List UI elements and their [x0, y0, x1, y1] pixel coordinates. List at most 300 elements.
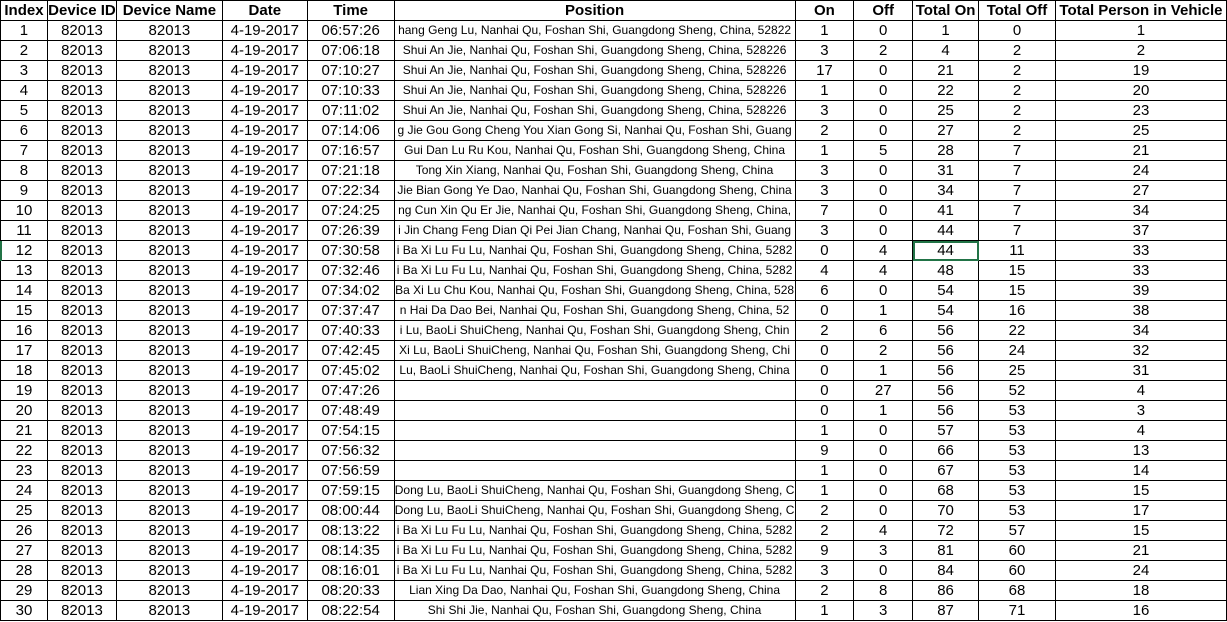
cell-total-person[interactable]: 20	[1055, 81, 1226, 101]
cell-time[interactable]: 07:10:27	[307, 61, 394, 81]
cell-total-person[interactable]: 4	[1055, 381, 1226, 401]
cell-on[interactable]: 6	[795, 281, 854, 301]
cell-index[interactable]: 27	[1, 541, 48, 561]
cell-total-person[interactable]: 14	[1055, 461, 1226, 481]
cell-time[interactable]: 07:16:57	[307, 141, 394, 161]
cell-device-id[interactable]: 82013	[47, 421, 116, 441]
cell-off[interactable]: 0	[854, 421, 913, 441]
cell-device-id[interactable]: 82013	[47, 101, 116, 121]
cell-date[interactable]: 4-19-2017	[222, 581, 307, 601]
cell-off[interactable]: 0	[854, 121, 913, 141]
cell-position[interactable]: i Ba Xi Lu Fu Lu, Nanhai Qu, Foshan Shi, Guangdong Sheng, China, 5282	[394, 541, 795, 561]
cell-total-on[interactable]: 81	[913, 541, 979, 561]
cell-time[interactable]: 08:16:01	[307, 561, 394, 581]
cell-off[interactable]: 2	[854, 341, 913, 361]
cell-time[interactable]: 07:30:58	[307, 241, 394, 261]
cell-device-name[interactable]: 82013	[116, 321, 222, 341]
cell-total-on[interactable]: 66	[913, 441, 979, 461]
cell-device-name[interactable]: 82013	[116, 461, 222, 481]
cell-total-on[interactable]: 56	[913, 341, 979, 361]
cell-total-person[interactable]: 37	[1055, 221, 1226, 241]
header-index[interactable]: Index	[1, 1, 48, 21]
cell-total-on[interactable]: 56	[913, 361, 979, 381]
cell-device-id[interactable]: 82013	[47, 121, 116, 141]
cell-off[interactable]: 0	[854, 101, 913, 121]
cell-device-id[interactable]: 82013	[47, 301, 116, 321]
cell-device-name[interactable]: 82013	[116, 121, 222, 141]
cell-date[interactable]: 4-19-2017	[222, 301, 307, 321]
cell-index[interactable]: 2	[1, 41, 48, 61]
cell-device-id[interactable]: 82013	[47, 401, 116, 421]
cell-device-name[interactable]: 82013	[116, 401, 222, 421]
cell-date[interactable]: 4-19-2017	[222, 441, 307, 461]
cell-total-off[interactable]: 7	[979, 201, 1056, 221]
cell-device-name[interactable]: 82013	[116, 601, 222, 621]
header-total-person[interactable]: Total Person in Vehicle	[1055, 1, 1226, 21]
cell-device-id[interactable]: 82013	[47, 521, 116, 541]
cell-on[interactable]: 0	[795, 241, 854, 261]
cell-device-id[interactable]: 82013	[47, 321, 116, 341]
cell-index[interactable]: 29	[1, 581, 48, 601]
cell-total-on[interactable]: 67	[913, 461, 979, 481]
cell-position[interactable]: i Lu, BaoLi ShuiCheng, Nanhai Qu, Foshan Shi, Guangdong Sheng, Chin	[394, 321, 795, 341]
cell-total-off[interactable]: 16	[979, 301, 1056, 321]
cell-device-name[interactable]: 82013	[116, 521, 222, 541]
cell-index[interactable]: 14	[1, 281, 48, 301]
cell-on[interactable]: 0	[795, 301, 854, 321]
cell-device-name[interactable]: 82013	[116, 341, 222, 361]
cell-device-name[interactable]: 82013	[116, 201, 222, 221]
cell-position[interactable]: Jie Bian Gong Ye Dao, Nanhai Qu, Foshan Shi, Guangdong Sheng, China	[394, 181, 795, 201]
cell-time[interactable]: 08:00:44	[307, 501, 394, 521]
cell-device-id[interactable]: 82013	[47, 501, 116, 521]
cell-on[interactable]: 2	[795, 321, 854, 341]
cell-position[interactable]: Dong Lu, BaoLi ShuiCheng, Nanhai Qu, Foshan Shi, Guangdong Sheng, C	[394, 501, 795, 521]
cell-total-off[interactable]: 2	[979, 81, 1056, 101]
cell-position[interactable]: n Hai Da Dao Bei, Nanhai Qu, Foshan Shi, Guangdong Sheng, China, 52	[394, 301, 795, 321]
cell-date[interactable]: 4-19-2017	[222, 141, 307, 161]
cell-total-person[interactable]: 32	[1055, 341, 1226, 361]
cell-off[interactable]: 0	[854, 201, 913, 221]
cell-off[interactable]: 4	[854, 261, 913, 281]
cell-position[interactable]: Shui An Jie, Nanhai Qu, Foshan Shi, Guangdong Sheng, China, 528226	[394, 41, 795, 61]
header-on[interactable]: On	[795, 1, 854, 21]
cell-date[interactable]: 4-19-2017	[222, 521, 307, 541]
cell-position[interactable]: Lian Xing Da Dao, Nanhai Qu, Foshan Shi, Guangdong Sheng, China	[394, 581, 795, 601]
cell-off[interactable]: 1	[854, 361, 913, 381]
cell-off[interactable]: 27	[854, 381, 913, 401]
cell-total-person[interactable]: 15	[1055, 521, 1226, 541]
cell-off[interactable]: 0	[854, 161, 913, 181]
cell-total-off[interactable]: 2	[979, 101, 1056, 121]
cell-total-on[interactable]: 1	[913, 21, 979, 41]
cell-total-person[interactable]: 2	[1055, 41, 1226, 61]
cell-total-off[interactable]: 2	[979, 41, 1056, 61]
cell-time[interactable]: 08:22:54	[307, 601, 394, 621]
cell-time[interactable]: 07:47:26	[307, 381, 394, 401]
cell-total-on[interactable]: 31	[913, 161, 979, 181]
cell-total-off[interactable]: 71	[979, 601, 1056, 621]
cell-time[interactable]: 07:56:32	[307, 441, 394, 461]
cell-device-id[interactable]: 82013	[47, 361, 116, 381]
cell-position[interactable]: i Ba Xi Lu Fu Lu, Nanhai Qu, Foshan Shi, Guangdong Sheng, China, 5282	[394, 561, 795, 581]
cell-on[interactable]: 17	[795, 61, 854, 81]
cell-time[interactable]: 07:14:06	[307, 121, 394, 141]
cell-total-off[interactable]: 7	[979, 141, 1056, 161]
cell-device-name[interactable]: 82013	[116, 61, 222, 81]
cell-on[interactable]: 1	[795, 601, 854, 621]
cell-date[interactable]: 4-19-2017	[222, 561, 307, 581]
cell-on[interactable]: 3	[795, 41, 854, 61]
cell-off[interactable]: 1	[854, 301, 913, 321]
header-position[interactable]: Position	[394, 1, 795, 21]
cell-index[interactable]: 19	[1, 381, 48, 401]
cell-total-person[interactable]: 4	[1055, 421, 1226, 441]
cell-total-on[interactable]: 56	[913, 401, 979, 421]
cell-date[interactable]: 4-19-2017	[222, 121, 307, 141]
cell-position[interactable]: Xi Lu, BaoLi ShuiCheng, Nanhai Qu, Foshan Shi, Guangdong Sheng, Chi	[394, 341, 795, 361]
cell-on[interactable]: 1	[795, 421, 854, 441]
cell-position[interactable]	[394, 381, 795, 401]
cell-index[interactable]: 26	[1, 521, 48, 541]
cell-total-on[interactable]: 25	[913, 101, 979, 121]
cell-total-off[interactable]: 53	[979, 481, 1056, 501]
cell-date[interactable]: 4-19-2017	[222, 381, 307, 401]
cell-index[interactable]: 18	[1, 361, 48, 381]
cell-total-on[interactable]: 41	[913, 201, 979, 221]
cell-time[interactable]: 07:37:47	[307, 301, 394, 321]
cell-device-name[interactable]: 82013	[116, 241, 222, 261]
cell-device-id[interactable]: 82013	[47, 261, 116, 281]
cell-index[interactable]: 11	[1, 221, 48, 241]
cell-total-person[interactable]: 1	[1055, 21, 1226, 41]
cell-device-id[interactable]: 82013	[47, 141, 116, 161]
cell-date[interactable]: 4-19-2017	[222, 161, 307, 181]
cell-time[interactable]: 06:57:26	[307, 21, 394, 41]
cell-position[interactable]	[394, 421, 795, 441]
cell-time[interactable]: 07:22:34	[307, 181, 394, 201]
cell-on[interactable]: 0	[795, 381, 854, 401]
cell-time[interactable]: 08:14:35	[307, 541, 394, 561]
header-device-name[interactable]: Device Name	[116, 1, 222, 21]
cell-total-person[interactable]: 13	[1055, 441, 1226, 461]
cell-index[interactable]: 4	[1, 81, 48, 101]
cell-position[interactable]	[394, 401, 795, 421]
cell-time[interactable]: 07:26:39	[307, 221, 394, 241]
cell-position[interactable]: Shui An Jie, Nanhai Qu, Foshan Shi, Guangdong Sheng, China, 528226	[394, 101, 795, 121]
cell-index[interactable]: 3	[1, 61, 48, 81]
cell-time[interactable]: 07:56:59	[307, 461, 394, 481]
cell-device-name[interactable]: 82013	[116, 181, 222, 201]
cell-device-name[interactable]: 82013	[116, 301, 222, 321]
cell-on[interactable]: 0	[795, 401, 854, 421]
cell-total-on[interactable]: 54	[913, 301, 979, 321]
cell-time[interactable]: 07:32:46	[307, 261, 394, 281]
cell-device-name[interactable]: 82013	[116, 21, 222, 41]
cell-off[interactable]: 0	[854, 441, 913, 461]
cell-off[interactable]: 3	[854, 541, 913, 561]
cell-total-on[interactable]: 86	[913, 581, 979, 601]
cell-off[interactable]: 8	[854, 581, 913, 601]
cell-position[interactable]	[394, 441, 795, 461]
cell-total-off[interactable]: 60	[979, 541, 1056, 561]
cell-position[interactable]: ng Cun Xin Qu Er Jie, Nanhai Qu, Foshan Shi, Guangdong Sheng, China,	[394, 201, 795, 221]
cell-total-on[interactable]: 72	[913, 521, 979, 541]
cell-device-id[interactable]: 82013	[47, 561, 116, 581]
cell-total-off[interactable]: 60	[979, 561, 1056, 581]
cell-device-name[interactable]: 82013	[116, 561, 222, 581]
cell-total-person[interactable]: 39	[1055, 281, 1226, 301]
cell-total-on-selected[interactable]: 44	[913, 241, 979, 261]
cell-on[interactable]: 2	[795, 581, 854, 601]
cell-index[interactable]: 8	[1, 161, 48, 181]
cell-total-person[interactable]: 23	[1055, 101, 1226, 121]
cell-device-id[interactable]: 82013	[47, 201, 116, 221]
cell-total-off[interactable]: 0	[979, 21, 1056, 41]
cell-total-person[interactable]: 24	[1055, 561, 1226, 581]
cell-on[interactable]: 1	[795, 21, 854, 41]
cell-date[interactable]: 4-19-2017	[222, 261, 307, 281]
cell-on[interactable]: 2	[795, 501, 854, 521]
cell-total-off[interactable]: 22	[979, 321, 1056, 341]
cell-time[interactable]: 07:40:33	[307, 321, 394, 341]
cell-time[interactable]: 08:13:22	[307, 521, 394, 541]
cell-device-id[interactable]: 82013	[47, 181, 116, 201]
cell-total-off[interactable]: 7	[979, 161, 1056, 181]
cell-date[interactable]: 4-19-2017	[222, 601, 307, 621]
cell-date[interactable]: 4-19-2017	[222, 461, 307, 481]
cell-time[interactable]: 07:34:02	[307, 281, 394, 301]
cell-on[interactable]: 0	[795, 341, 854, 361]
cell-device-name[interactable]: 82013	[116, 101, 222, 121]
cell-total-on[interactable]: 87	[913, 601, 979, 621]
cell-index[interactable]: 15	[1, 301, 48, 321]
cell-off[interactable]: 4	[854, 521, 913, 541]
cell-on[interactable]: 1	[795, 481, 854, 501]
cell-off[interactable]: 0	[854, 281, 913, 301]
cell-total-on[interactable]: 70	[913, 501, 979, 521]
cell-total-on[interactable]: 4	[913, 41, 979, 61]
cell-off[interactable]: 0	[854, 21, 913, 41]
cell-date[interactable]: 4-19-2017	[222, 341, 307, 361]
cell-index[interactable]: 28	[1, 561, 48, 581]
cell-device-id[interactable]: 82013	[47, 21, 116, 41]
cell-time[interactable]: 08:20:33	[307, 581, 394, 601]
cell-device-name[interactable]: 82013	[116, 81, 222, 101]
cell-position[interactable]: Tong Xin Xiang, Nanhai Qu, Foshan Shi, Guangdong Sheng, China	[394, 161, 795, 181]
cell-off[interactable]: 5	[854, 141, 913, 161]
cell-total-on[interactable]: 84	[913, 561, 979, 581]
cell-device-id[interactable]: 82013	[47, 221, 116, 241]
cell-device-id[interactable]: 82013	[47, 461, 116, 481]
cell-total-on[interactable]: 48	[913, 261, 979, 281]
cell-device-id[interactable]: 82013	[47, 41, 116, 61]
cell-total-on[interactable]: 22	[913, 81, 979, 101]
cell-total-on[interactable]: 27	[913, 121, 979, 141]
cell-total-person[interactable]: 3	[1055, 401, 1226, 421]
cell-on[interactable]: 2	[795, 121, 854, 141]
cell-device-name[interactable]: 82013	[116, 421, 222, 441]
cell-device-name[interactable]: 82013	[116, 381, 222, 401]
cell-total-person[interactable]: 34	[1055, 201, 1226, 221]
cell-time[interactable]: 07:06:18	[307, 41, 394, 61]
cell-index[interactable]: 13	[1, 261, 48, 281]
cell-device-name[interactable]: 82013	[116, 541, 222, 561]
cell-position[interactable]: hang Geng Lu, Nanhai Qu, Foshan Shi, Guangdong Sheng, China, 52822	[394, 21, 795, 41]
cell-date[interactable]: 4-19-2017	[222, 221, 307, 241]
cell-position[interactable]: Lu, BaoLi ShuiCheng, Nanhai Qu, Foshan Shi, Guangdong Sheng, China	[394, 361, 795, 381]
cell-total-person[interactable]: 25	[1055, 121, 1226, 141]
cell-position[interactable]: Dong Lu, BaoLi ShuiCheng, Nanhai Qu, Foshan Shi, Guangdong Sheng, C	[394, 481, 795, 501]
cell-total-off[interactable]: 68	[979, 581, 1056, 601]
header-total-on[interactable]: Total On	[913, 1, 979, 21]
cell-total-off[interactable]: 25	[979, 361, 1056, 381]
cell-device-id[interactable]: 82013	[47, 441, 116, 461]
cell-device-id[interactable]: 82013	[47, 161, 116, 181]
cell-index[interactable]: 24	[1, 481, 48, 501]
cell-total-on[interactable]: 57	[913, 421, 979, 441]
cell-date[interactable]: 4-19-2017	[222, 361, 307, 381]
cell-device-name[interactable]: 82013	[116, 161, 222, 181]
cell-device-id[interactable]: 82013	[47, 341, 116, 361]
cell-total-person[interactable]: 17	[1055, 501, 1226, 521]
cell-position[interactable]: i Jin Chang Feng Dian Qi Pei Jian Chang, Nanhai Qu, Foshan Shi, Guang	[394, 221, 795, 241]
cell-total-on[interactable]: 68	[913, 481, 979, 501]
cell-date[interactable]: 4-19-2017	[222, 181, 307, 201]
cell-device-id[interactable]: 82013	[47, 581, 116, 601]
cell-total-off[interactable]: 53	[979, 441, 1056, 461]
cell-total-off[interactable]: 7	[979, 221, 1056, 241]
cell-total-off[interactable]: 2	[979, 61, 1056, 81]
cell-total-off[interactable]: 15	[979, 281, 1056, 301]
cell-date[interactable]: 4-19-2017	[222, 501, 307, 521]
cell-index[interactable]: 1	[1, 21, 48, 41]
cell-off[interactable]: 0	[854, 461, 913, 481]
cell-index[interactable]: 5	[1, 101, 48, 121]
cell-device-id[interactable]: 82013	[47, 481, 116, 501]
cell-on[interactable]: 9	[795, 441, 854, 461]
cell-on[interactable]: 1	[795, 141, 854, 161]
cell-date[interactable]: 4-19-2017	[222, 421, 307, 441]
cell-time[interactable]: 07:48:49	[307, 401, 394, 421]
cell-off[interactable]: 2	[854, 41, 913, 61]
cell-total-person[interactable]: 19	[1055, 61, 1226, 81]
cell-total-off[interactable]: 11	[979, 241, 1056, 261]
cell-index[interactable]: 22	[1, 441, 48, 461]
cell-date[interactable]: 4-19-2017	[222, 401, 307, 421]
cell-on[interactable]: 4	[795, 261, 854, 281]
cell-total-person[interactable]: 24	[1055, 161, 1226, 181]
cell-on[interactable]: 0	[795, 361, 854, 381]
cell-index[interactable]: 10	[1, 201, 48, 221]
cell-position[interactable]: Gui Dan Lu Ru Kou, Nanhai Qu, Foshan Shi, Guangdong Sheng, China	[394, 141, 795, 161]
cell-total-on[interactable]: 21	[913, 61, 979, 81]
header-off[interactable]: Off	[854, 1, 913, 21]
cell-total-off[interactable]: 7	[979, 181, 1056, 201]
cell-total-person[interactable]: 27	[1055, 181, 1226, 201]
cell-off[interactable]: 0	[854, 481, 913, 501]
cell-off[interactable]: 0	[854, 561, 913, 581]
cell-device-id[interactable]: 82013	[47, 601, 116, 621]
cell-device-name[interactable]: 82013	[116, 441, 222, 461]
cell-total-person[interactable]: 15	[1055, 481, 1226, 501]
cell-total-on[interactable]: 44	[913, 221, 979, 241]
cell-date[interactable]: 4-19-2017	[222, 101, 307, 121]
cell-position[interactable]: i Ba Xi Lu Fu Lu, Nanhai Qu, Foshan Shi, Guangdong Sheng, China, 5282	[394, 521, 795, 541]
cell-date[interactable]: 4-19-2017	[222, 541, 307, 561]
cell-total-off[interactable]: 53	[979, 421, 1056, 441]
cell-date[interactable]: 4-19-2017	[222, 41, 307, 61]
cell-off[interactable]: 0	[854, 221, 913, 241]
cell-on[interactable]: 2	[795, 521, 854, 541]
cell-total-off[interactable]: 57	[979, 521, 1056, 541]
cell-total-person[interactable]: 16	[1055, 601, 1226, 621]
cell-total-person[interactable]: 18	[1055, 581, 1226, 601]
cell-total-person[interactable]: 21	[1055, 141, 1226, 161]
cell-date[interactable]: 4-19-2017	[222, 61, 307, 81]
cell-time[interactable]: 07:10:33	[307, 81, 394, 101]
cell-total-on[interactable]: 54	[913, 281, 979, 301]
cell-on[interactable]: 1	[795, 461, 854, 481]
cell-device-name[interactable]: 82013	[116, 41, 222, 61]
cell-total-person[interactable]: 21	[1055, 541, 1226, 561]
cell-position[interactable]: i Ba Xi Lu Fu Lu, Nanhai Qu, Foshan Shi, Guangdong Sheng, China, 5282	[394, 261, 795, 281]
cell-index[interactable]: 9	[1, 181, 48, 201]
cell-on[interactable]: 7	[795, 201, 854, 221]
header-total-off[interactable]: Total Off	[979, 1, 1056, 21]
cell-total-off[interactable]: 53	[979, 501, 1056, 521]
cell-total-on[interactable]: 34	[913, 181, 979, 201]
cell-date[interactable]: 4-19-2017	[222, 321, 307, 341]
cell-index[interactable]: 25	[1, 501, 48, 521]
cell-on[interactable]: 3	[795, 221, 854, 241]
cell-off[interactable]: 0	[854, 61, 913, 81]
cell-total-person[interactable]: 38	[1055, 301, 1226, 321]
cell-position[interactable]: Shui An Jie, Nanhai Qu, Foshan Shi, Guangdong Sheng, China, 528226	[394, 61, 795, 81]
cell-on[interactable]: 1	[795, 81, 854, 101]
cell-position[interactable]	[394, 461, 795, 481]
cell-index[interactable]: 12	[1, 241, 48, 261]
cell-device-id[interactable]: 82013	[47, 381, 116, 401]
cell-index[interactable]: 21	[1, 421, 48, 441]
header-time[interactable]: Time	[307, 1, 394, 21]
cell-on[interactable]: 3	[795, 101, 854, 121]
cell-index[interactable]: 20	[1, 401, 48, 421]
cell-device-id[interactable]: 82013	[47, 61, 116, 81]
cell-date[interactable]: 4-19-2017	[222, 201, 307, 221]
cell-device-name[interactable]: 82013	[116, 501, 222, 521]
cell-date[interactable]: 4-19-2017	[222, 21, 307, 41]
cell-total-on[interactable]: 56	[913, 381, 979, 401]
cell-date[interactable]: 4-19-2017	[222, 241, 307, 261]
cell-total-off[interactable]: 2	[979, 121, 1056, 141]
cell-off[interactable]: 6	[854, 321, 913, 341]
cell-on[interactable]: 3	[795, 161, 854, 181]
cell-device-id[interactable]: 82013	[47, 281, 116, 301]
cell-position[interactable]: i Ba Xi Lu Fu Lu, Nanhai Qu, Foshan Shi, Guangdong Sheng, China, 5282	[394, 241, 795, 261]
cell-index[interactable]: 17	[1, 341, 48, 361]
cell-total-person[interactable]: 34	[1055, 321, 1226, 341]
cell-device-name[interactable]: 82013	[116, 261, 222, 281]
cell-total-person[interactable]: 31	[1055, 361, 1226, 381]
cell-position[interactable]: Shui An Jie, Nanhai Qu, Foshan Shi, Guangdong Sheng, China, 528226	[394, 81, 795, 101]
cell-device-id[interactable]: 82013	[47, 541, 116, 561]
cell-off[interactable]: 0	[854, 501, 913, 521]
cell-off[interactable]: 3	[854, 601, 913, 621]
cell-device-id[interactable]: 82013	[47, 81, 116, 101]
cell-off[interactable]: 0	[854, 81, 913, 101]
cell-time[interactable]: 07:24:25	[307, 201, 394, 221]
